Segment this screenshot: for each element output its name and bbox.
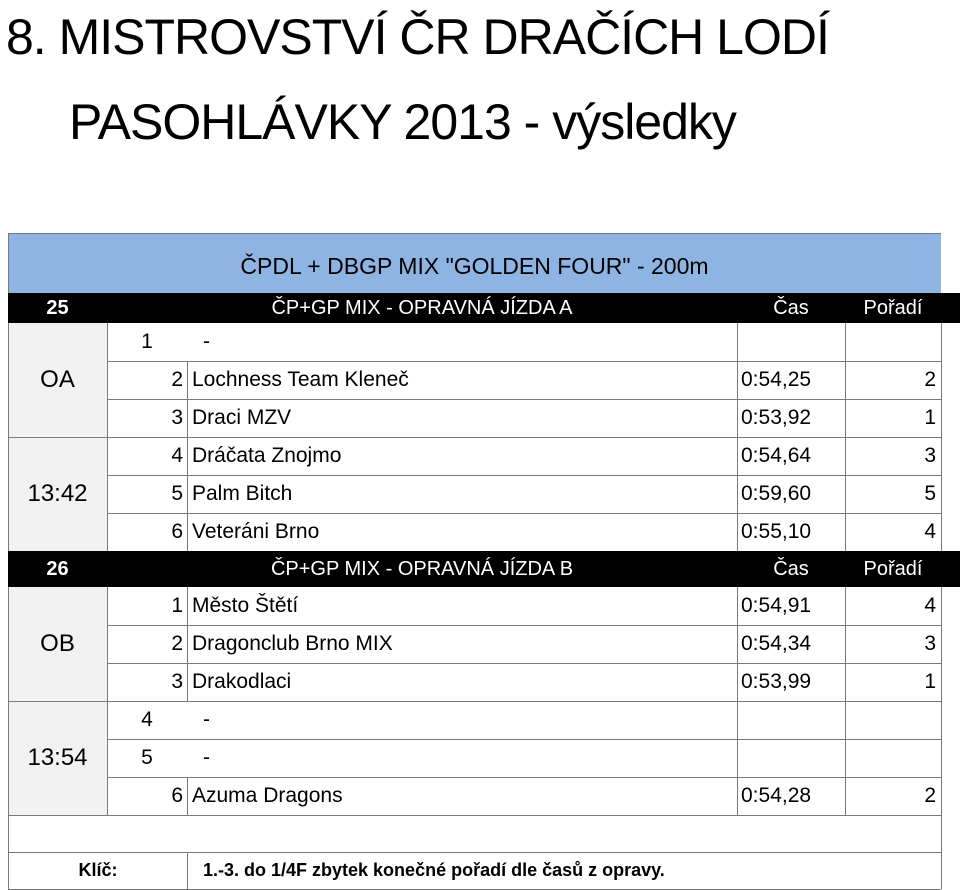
grid-line xyxy=(737,475,738,513)
grid-line xyxy=(107,739,941,740)
grid-line xyxy=(8,701,107,702)
grid-line xyxy=(737,701,738,739)
grid-line xyxy=(187,587,188,625)
race-b-lane-number: 6 xyxy=(171,784,183,807)
grid-line xyxy=(845,399,846,437)
race-a-race-number: 25 xyxy=(46,296,69,319)
race-a-team-name: Palm Bitch xyxy=(192,482,293,505)
grid-line xyxy=(187,852,188,889)
race-a-lane-number: 2 xyxy=(171,368,183,391)
grid-line xyxy=(737,663,738,701)
grid-line xyxy=(737,739,738,777)
race-b-team-name: - xyxy=(203,708,210,731)
race-a-lane-number: 4 xyxy=(171,444,183,467)
race-a-result-time: 0:53,92 xyxy=(741,406,812,429)
race-b-result-time: 0:53,99 xyxy=(741,670,812,693)
race-b-team-name: Dragonclub Brno MIX xyxy=(192,632,393,655)
grid-line xyxy=(737,361,738,399)
grid-line xyxy=(187,475,188,513)
race-b-result-rank: 3 xyxy=(924,632,936,655)
race-a-result-rank: 1 xyxy=(924,406,936,429)
race-a-result-time: 0:54,25 xyxy=(741,368,812,391)
race-a-result-rank: 4 xyxy=(924,520,936,543)
grid-line xyxy=(845,701,846,739)
grid-line xyxy=(845,663,846,701)
grid-line xyxy=(107,815,941,816)
race-b-team-name: - xyxy=(203,746,210,769)
race-a-lane-number: 3 xyxy=(171,406,183,429)
race-b-team-name: Azuma Dragons xyxy=(192,784,343,807)
key-label: Klíč: xyxy=(78,859,118,880)
race-a-result-time: 0:55,10 xyxy=(741,520,812,543)
grid-line xyxy=(187,437,188,475)
race-a-time-header: Čas xyxy=(773,296,809,319)
race-a-team-name: Dráčata Znojmo xyxy=(192,444,342,467)
grid-line xyxy=(845,323,846,361)
grid-line xyxy=(187,625,188,663)
race-b-start-time: 13:54 xyxy=(27,744,88,771)
race-b-race-number: 26 xyxy=(46,557,69,580)
race-a-result-rank: 2 xyxy=(924,368,936,391)
race-b-result-time: 0:54,34 xyxy=(741,632,812,655)
grid-line xyxy=(845,587,846,625)
race-b-team-name: Město Štětí xyxy=(192,594,299,617)
grid-line xyxy=(187,663,188,701)
race-b-result-rank xyxy=(845,739,936,777)
grid-line xyxy=(737,513,738,551)
race-a-team-name: Lochness Team Kleneč xyxy=(192,368,409,391)
grid-line xyxy=(107,437,941,438)
race-a-rank-header: Pořadí xyxy=(863,296,923,319)
grid-line xyxy=(107,361,941,362)
grid-line xyxy=(187,777,188,815)
grid-line xyxy=(845,777,846,815)
race-b-result-rank: 4 xyxy=(924,594,936,617)
race-b-lane-number: 2 xyxy=(171,632,183,655)
grid-line xyxy=(8,587,9,815)
grid-line xyxy=(107,399,941,400)
race-b-lane-number: 5 xyxy=(141,746,153,769)
key-text: 1.-3. do 1/4F zbytek konečné pořadí dle časů z opravy. xyxy=(203,859,665,880)
race-b-race-name: ČP+GP MIX - OPRAVNÁ JÍZDA B xyxy=(270,557,574,580)
race-a-team-name: Draci MZV xyxy=(192,406,292,429)
race-a-start-time: 13:42 xyxy=(27,480,88,507)
grid-line xyxy=(8,815,107,816)
race-a-result-time: 0:59,60 xyxy=(741,482,812,505)
race-b-result-time: 0:54,28 xyxy=(741,784,812,807)
grid-line xyxy=(187,361,188,399)
race-a-team-name: - xyxy=(203,330,210,353)
race-b-lane-number: 3 xyxy=(171,670,183,693)
race-b-team-name: Drakodlaci xyxy=(192,670,292,693)
grid-line xyxy=(845,513,846,551)
grid-line xyxy=(737,777,738,815)
race-a-lane-number: 5 xyxy=(171,482,183,505)
race-a-result-time xyxy=(741,323,845,361)
grid-line xyxy=(107,777,941,778)
race-a-result-rank: 5 xyxy=(924,482,936,505)
grid-line xyxy=(941,323,942,551)
grid-line xyxy=(737,625,738,663)
race-a-result-rank: 3 xyxy=(924,444,936,467)
race-b-time-header: Čas xyxy=(773,557,809,580)
grid-line xyxy=(8,437,107,438)
grid-line xyxy=(941,587,942,815)
race-a-team-name: Veteráni Brno xyxy=(192,520,320,543)
grid-line xyxy=(845,739,846,777)
grid-line xyxy=(107,587,108,815)
grid-line xyxy=(107,701,941,702)
banner-title: ČPDL + DBGP MIX "GOLDEN FOUR" - 200m xyxy=(240,252,709,279)
grid-line xyxy=(845,437,846,475)
grid-line xyxy=(107,625,941,626)
race-a-lane-number: 1 xyxy=(141,330,153,353)
grid-line xyxy=(8,233,941,234)
race-b-lane-number: 4 xyxy=(141,708,153,731)
race-a-lane-number: 6 xyxy=(171,520,183,543)
grid-line xyxy=(737,437,738,475)
race-b-result-rank: 2 xyxy=(924,784,936,807)
grid-line xyxy=(107,513,941,514)
grid-line xyxy=(737,323,738,361)
race-a-race-name: ČP+GP MIX - OPRAVNÁ JÍZDA A xyxy=(271,296,573,319)
race-b-heat-code: OB xyxy=(40,630,75,657)
grid-line xyxy=(737,399,738,437)
title-line-1: 8. MISTROVSTVÍ ČR DRAČÍCH LODÍ xyxy=(6,9,829,65)
grid-line xyxy=(187,513,188,551)
grid-line xyxy=(107,475,941,476)
grid-line xyxy=(737,587,738,625)
race-b-result-rank xyxy=(845,701,936,739)
race-b-rank-header: Pořadí xyxy=(863,557,923,580)
title-line-2: PASOHLÁVKY 2013 - výsledky xyxy=(69,94,736,150)
race-b-result-time: 0:54,91 xyxy=(741,594,812,617)
grid-line xyxy=(107,323,108,551)
grid-line xyxy=(8,233,9,293)
grid-line xyxy=(187,399,188,437)
race-a-result-rank xyxy=(845,323,936,361)
grid-line xyxy=(845,475,846,513)
race-a-result-time: 0:54,64 xyxy=(741,444,812,467)
race-b-lane-number: 1 xyxy=(171,594,183,617)
race-b-result-time xyxy=(741,701,845,739)
grid-line xyxy=(107,663,941,664)
race-a-heat-code: OA xyxy=(40,366,75,393)
grid-line xyxy=(845,625,846,663)
race-b-result-rank: 1 xyxy=(924,670,936,693)
grid-line xyxy=(845,361,846,399)
race-b-result-time xyxy=(741,739,845,777)
grid-line xyxy=(8,323,9,551)
